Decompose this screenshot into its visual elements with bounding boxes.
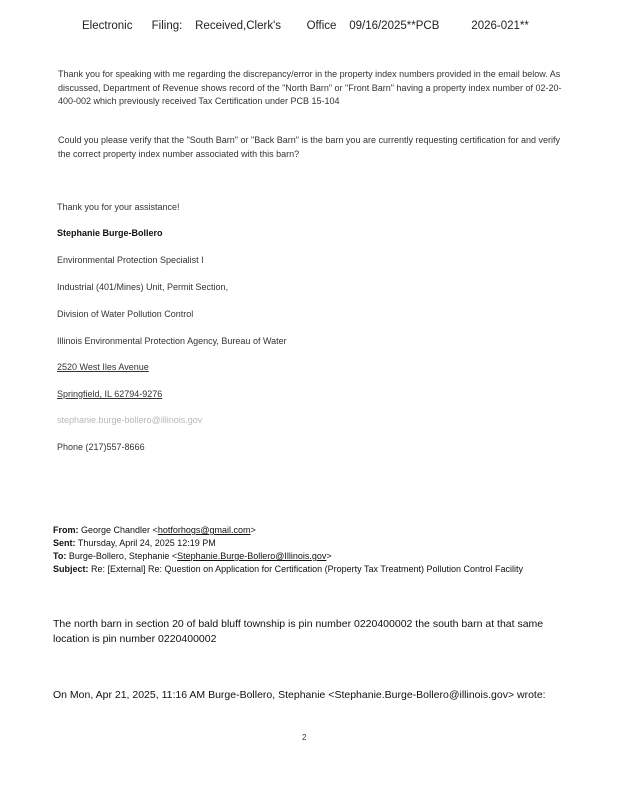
signature-email[interactable]: stephanie.burge-bollero@illinois.gov: [57, 415, 203, 425]
email-to-end: >: [326, 551, 332, 561]
email-subject-label: Subject:: [53, 564, 89, 574]
email-from-label: From:: [53, 525, 79, 535]
signature-street[interactable]: 2520 West Iles Avenue: [57, 362, 149, 372]
email-from-link[interactable]: hotforhogs@gmail.com: [157, 525, 251, 535]
quoted-intro: On Mon, Apr 21, 2025, 11:16 AM Burge-Bollero, Stephanie <Stephanie.Burge-Bollero@illinois.gov> wrote:: [53, 689, 546, 701]
email-subject-row: [53, 563, 523, 576]
body-paragraph-1: Thank you for speaking with me regarding the discrepancy/error in the property index numbers provided in the email below. As discussed, Department of Revenue shows record of the "North Barn" or "Front Barn" having a property index number of 02-20-400-002 which previously received Tax Certification under PCB 15-104: [58, 69, 562, 106]
signature-name: Stephanie Burge-Bollero: [57, 228, 163, 238]
page-number: 2: [302, 733, 307, 742]
thanks-line: Thank you for your assistance!: [57, 202, 180, 212]
email-to-value: Burge-Bollero, Stephanie <: [68, 551, 178, 561]
signature-agency: Illinois Environmental Protection Agency, Bureau of Water: [57, 336, 287, 346]
email-to-link[interactable]: Stephanie.Burge-Bollero@Illinois.gov: [177, 551, 327, 561]
signature-division: Division of Water Pollution Control: [57, 309, 194, 319]
signature-phone: Phone (217)557-8666: [57, 442, 145, 452]
email-to-row: [53, 550, 332, 563]
email-from-end: >: [250, 525, 256, 535]
email-subject-value: Re: [External] Re: Question on Application for Certification (Property Tax Treatment) Pollution Control Facility: [91, 564, 524, 574]
signature-city[interactable]: Springfield, IL 62794-9276: [57, 389, 163, 399]
body-paragraph-2: Could you please verify that the "South Barn" or "Back Barn" is the barn you are currently requesting certification for and verify the correct property index number associated with this barn?: [58, 135, 561, 159]
signature-unit: Industrial (401/Mines) Unit, Permit Section,: [57, 282, 229, 292]
email-from-row: [53, 524, 256, 537]
signature-title: Environmental Protection Specialist I: [57, 255, 204, 265]
filing-stamp-header: Electronic Filing: Received,Clerk's Office 09/16/2025**PCB 2026-021**: [82, 20, 529, 32]
email-from-value: George Chandler <: [81, 525, 158, 535]
email-sent-label: Sent:: [53, 538, 76, 548]
email-sent-row: [53, 537, 216, 550]
email-sent-value: Thursday, April 24, 2025 12:19 PM: [77, 538, 216, 548]
reply-text: The north barn in section 20 of bald bluff township is pin number 0220400002 the south barn at that same location is pin number 0220400002: [53, 618, 544, 645]
email-to-label: To:: [53, 551, 67, 561]
